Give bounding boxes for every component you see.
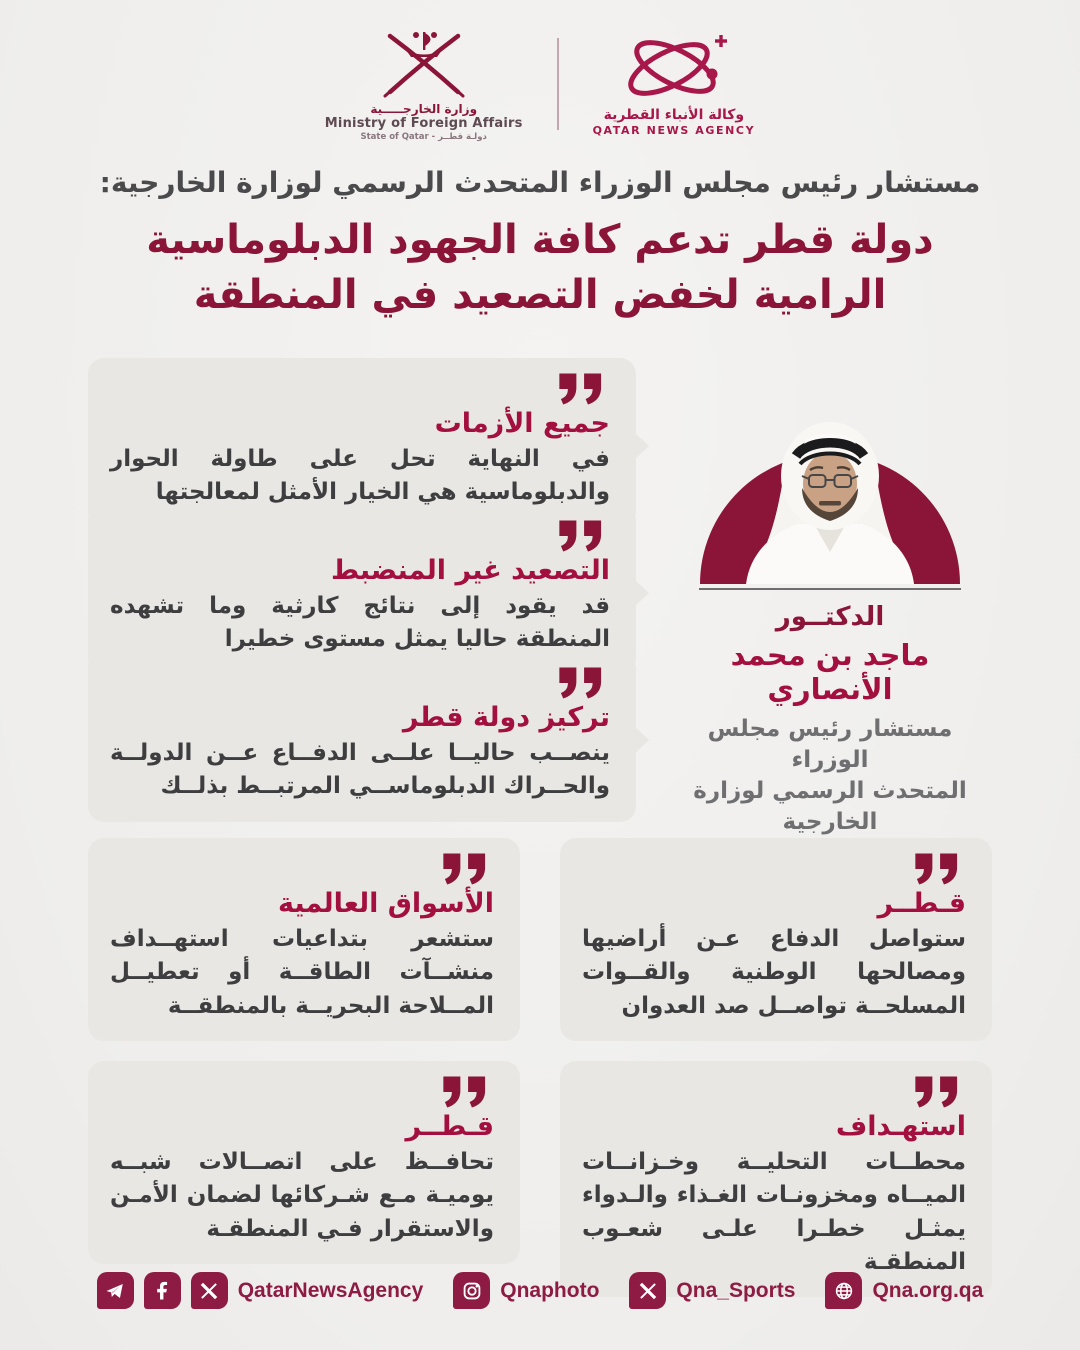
footer-group-instagram [453,1272,599,1309]
quote-card-all-crises [88,358,636,528]
footer-social-bar [0,1272,1080,1309]
quote-icon [436,1075,494,1109]
quote-card-uncontrolled-escalation [88,505,636,675]
title-line-2: الرامية لخفض التصعيد في المنطقة [193,272,887,319]
qna-swirl-icon [615,32,733,104]
footer-handle-main[interactable]: QatarNewsAgency [237,1278,424,1302]
quote-icon [908,852,966,886]
x-icon[interactable] [629,1272,666,1309]
quote-heading: التصعيد غير المنضبط [331,555,610,586]
quote-body: تحافــظ على اتصــالات شبــه يوميـة مـع شـركائها لضمان الأمـن والاستقرار فـي المنطقـة [110,1149,494,1242]
header-logos [0,26,1080,142]
quote-icon [552,519,610,553]
footer-handle-instagram[interactable]: Qnaphoto [500,1278,600,1302]
quote-icon [436,852,494,886]
speaker-role [688,714,972,838]
quote-heading: جميع الأزمات [434,408,610,439]
footer-website-url[interactable]: Qna.org.qa [872,1278,984,1302]
mofa-logo [325,26,523,142]
quote-card-qatar-focus [88,652,636,822]
quote-body: ينصــب حاليــا علــى الدفــاع عــن الدولــة والحــراك الدبلوماســي المرتبــط بذلــك [110,740,610,800]
mofa-arabic-name: وزارة الخارجـــــية [370,102,478,116]
facebook-icon[interactable] [144,1272,181,1309]
quote-card-targeting [560,1061,992,1297]
speaker-photo [688,404,972,584]
speaker-honorific: الدكتــور [775,602,885,632]
logo-divider [557,38,559,130]
qna-logo [593,32,756,137]
quote-body: ستواصل الدفاع عـن أراضيها ومصالحها الوطنية والقــوات المسلحــة تواصــل صد العدوان [582,926,966,1019]
speaker-name: ماجد بن محمد الأنصاري [730,638,930,706]
footer-group-website [825,1272,983,1309]
quote-card-global-markets [88,838,520,1041]
photo-baseline [699,588,961,590]
title-line-1: دولة قطر تدعم كافة الجهود الدبلوماسية [146,217,934,263]
qna-arabic-name: وكالة الأنباء القطرية [603,106,745,123]
globe-icon[interactable] [825,1272,862,1309]
quote-card-qatar-contacts [88,1061,520,1264]
qna-english-name: QATAR NEWS AGENCY [592,123,756,137]
quote-icon [552,372,610,406]
speaker-block [688,404,972,838]
quote-heading: استهـداف [835,1111,966,1143]
mofa-state-line: State of Qatar - دولـة قطــر [360,132,487,142]
footer-handle-sports[interactable]: Qna_Sports [676,1278,796,1302]
quote-icon [552,666,610,700]
quote-body: قد يقود إلى نتائج كارثية وما تشهده المنطقة حاليا يمثل مستوى خطيرا [110,593,610,653]
telegram-icon[interactable] [97,1272,134,1309]
quote-heading: قـطــر [405,1111,494,1143]
x-icon[interactable] [191,1272,228,1309]
mofa-english-name: Ministry of Foreign Affairs [324,116,523,131]
quote-heading: قـطــر [877,888,966,919]
quote-icon [908,1075,966,1109]
quote-heading: تركيز دولة قطر [402,702,610,733]
kicker-line: مستشار رئيس مجلس الوزراء المتحدث الرسمي لوزارة الخارجية: [99,166,981,199]
speaker-role-line-1: مستشار رئيس مجلس الوزراء [707,716,953,774]
instagram-icon[interactable] [453,1272,490,1309]
mofa-emblem-icon [376,26,472,100]
quote-body: في النهاية تحل على طاولة الحوار والدبلوماسية هي الخيار الأمثل لمعالجتها [110,446,610,506]
quote-body: ستشعر بتداعيات استهــداف منشــآت الطاقــة أو تعطيــل المــلاحة البحريــة بالمنطقــة [110,926,494,1019]
quote-heading: الأسواق العالمية [277,888,494,919]
quote-card-qatar-defense [560,838,992,1041]
quote-grid [88,838,992,1297]
page-title [0,213,1080,323]
footer-group-sports [629,1272,795,1309]
quote-body: محطــات التحليــة وخـزانــات الميــاه ومخزونـات الغـذاء والـدواء يمثـل خطـرا علـى شعـوب المنطقـة [582,1149,966,1276]
footer-group-qna [97,1272,424,1309]
speaker-role-line-2: المتحدث الرسمي لوزارة الخارجية [693,778,967,836]
